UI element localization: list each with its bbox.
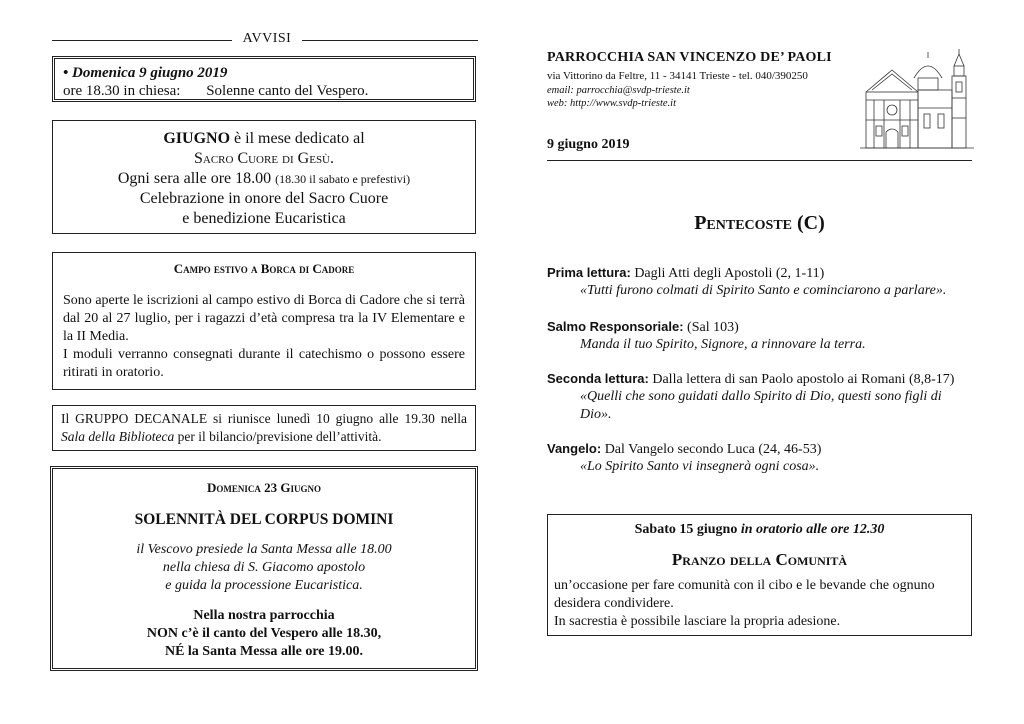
church-drawing — [858, 48, 976, 152]
liturgy-title: Pentecoste (C) — [694, 212, 825, 234]
summer-camp-title: Campo estivo a Borca di Cadore — [173, 261, 355, 276]
notice-sacred-heart — [52, 120, 476, 234]
notice-vespers-event: Solenne canto del Vespero. — [206, 83, 369, 99]
corpus-bold1: Nella nostra parrocchia — [193, 608, 335, 623]
reading-first-label: Prima lettura: — [547, 265, 631, 280]
corpus-line1: il Vescovo presiede la Santa Messa alle 18.00 — [136, 542, 392, 557]
lunch-p1: un’occasione per fare comunità con il cibo e le bevande che ognuno desidera condividere. — [554, 578, 935, 611]
decanal-text-c: per il bilancio/previsione dell’attività. — [174, 429, 382, 444]
lunch-when — [554, 521, 965, 539]
reading-psalm-ref — [547, 318, 739, 337]
notice-corpus-domini — [50, 466, 478, 671]
bulletin-date: 9 giugno 2019 — [547, 137, 630, 152]
summer-camp-p1: Sono aperte le iscrizioni al campo estivo di Borca di Cadore che si terrà dal 20 al 27 luglio, per i ragazzi d’età compresa tra la IV Elementare e la II Media. — [63, 293, 465, 344]
reading-gospel-label: Vangelo: — [547, 441, 602, 456]
avvisi-header: AVVISI — [242, 31, 292, 46]
lunch-p2: In sacrestia è possibile lasciare la propria adesione. — [554, 614, 841, 629]
notice-summer-camp — [52, 252, 476, 390]
sacred-heart-line1-rest: è il mese dedicato al — [230, 130, 365, 147]
lunch-title: Pranzo della Comunità — [671, 550, 848, 569]
sacred-heart-note: (18.30 il sabato e prefestivi) — [275, 172, 411, 186]
sacred-heart-time: Ogni sera alle ore 18.00 — [117, 170, 276, 187]
june-label: GIUGNO — [163, 130, 231, 147]
parish-email: email: parrocchia@svdp-trieste.it — [547, 85, 690, 96]
reading-gospel-source: Dal Vangelo secondo Luca (24, 46-53) — [601, 442, 822, 457]
decanal-text-b: Sala della Biblioteca — [61, 429, 175, 444]
corpus-heading: SOLENNITÀ DEL CORPUS DOMINI — [134, 511, 394, 528]
corpus-bold3: NÉ la Santa Messa alle ore 19.00. — [164, 644, 364, 659]
notice-community-lunch — [547, 514, 972, 636]
notice-vespers-time: ore 18.30 in chiesa: — [63, 83, 181, 99]
lunch-place-time: in oratorio alle ore 12.30 — [737, 522, 885, 537]
reading-second-source: Dalla lettera di san Paolo apostolo ai Romani (8,8-17) — [648, 372, 955, 387]
notice-vespers-title: • Domenica 9 giugno 2019 — [63, 65, 228, 81]
avvisi-header-rule-right — [302, 40, 478, 41]
avvisi-header-rule-left — [52, 40, 232, 41]
reading-psalm-source: (Sal 103) — [683, 320, 739, 335]
sacred-heart-name: Sacro Cuore di Gesù. — [193, 150, 335, 167]
reading-first-source: Dagli Atti degli Apostoli (2, 1-11) — [630, 266, 825, 281]
corpus-bold2: NON c’è il canto del Vespero alle 18.30, — [146, 626, 382, 641]
reading-second-ref — [547, 370, 954, 389]
reading-first-quote: «Tutti furono colmati di Spirito Santo e cominciarono a parlare». — [580, 283, 947, 298]
decanal-text-a: Il GRUPPO DECANALE si riunisce lunedì 10 giugno alle 19.30 nella — [61, 411, 467, 426]
header-rule — [547, 160, 972, 161]
corpus-date: Domenica 23 Giugno — [206, 480, 321, 495]
corpus-line2: nella chiesa di S. Giacomo apostolo — [162, 560, 366, 575]
sacred-heart-line1 — [59, 129, 469, 149]
parish-address: via Vittorino da Feltre, 11 - 34141 Trieste - tel. 040/390250 — [547, 70, 808, 82]
summer-camp-p2: I moduli verranno consegnati durante il catechismo o possono essere ritirati in oratorio. — [63, 347, 465, 380]
reading-second-label: Seconda lettura: — [547, 371, 649, 386]
reading-gospel-ref — [547, 440, 821, 459]
reading-second-quote: «Quelli che sono guidati dallo Spirito di Dio, questi sono figli di Dio». — [580, 389, 942, 422]
reading-first-ref — [547, 264, 824, 283]
notice-decanal-group — [52, 405, 476, 451]
sacred-heart-line3 — [59, 169, 469, 189]
sacred-heart-line4: Celebrazione in onore del Sacro Cuore — [139, 190, 389, 207]
parish-web: web: http://www.svdp-trieste.it — [547, 98, 677, 109]
corpus-line3: e guida la processione Eucaristica. — [165, 578, 363, 593]
parish-name: PARROCCHIA SAN VINCENZO DE’ PAOLI — [547, 50, 832, 65]
notice-vespers-line — [63, 82, 465, 100]
reading-gospel-quote: «Lo Spirito Santo vi insegnerà ogni cosa». — [580, 459, 820, 474]
sacred-heart-line5: e benedizione Eucaristica — [182, 210, 346, 227]
reading-psalm-quote: Manda il tuo Spirito, Signore, a rinnovare la terra. — [580, 337, 866, 352]
reading-psalm-label: Salmo Responsoriale: — [547, 319, 684, 334]
lunch-date: Sabato 15 giugno — [634, 522, 738, 537]
notice-vespers — [52, 56, 476, 102]
